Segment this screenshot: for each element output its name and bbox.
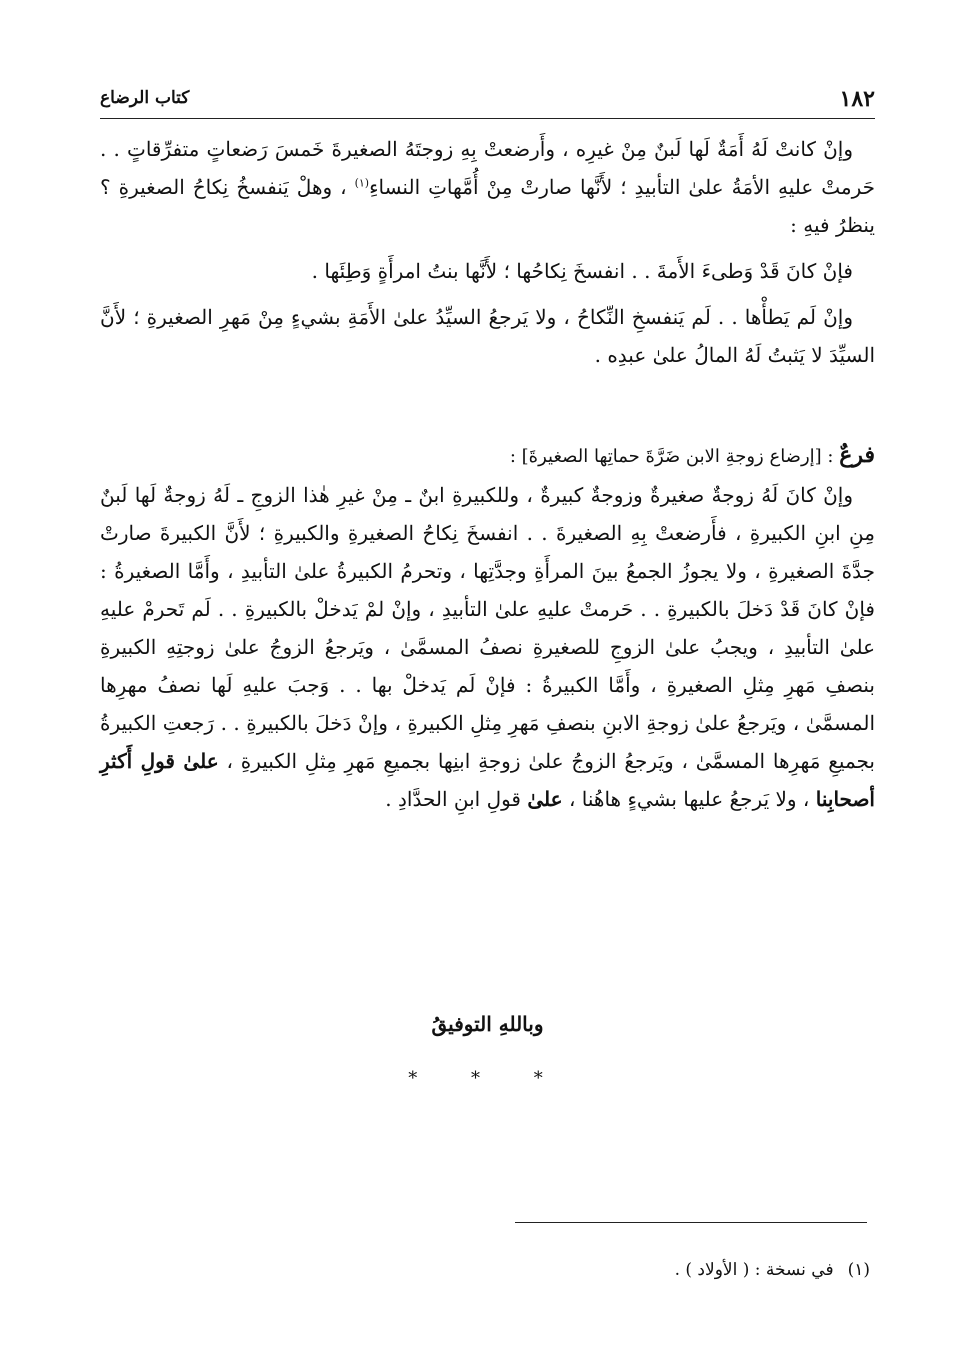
paragraph-1-text-b: ، وهلْ يَنفسخُ نِكاحُ الصغيرةِ ؟ ينظرُ فيهِ : [100,175,875,237]
branch-word: فرعٌ [839,442,875,468]
paragraph-2: فإنْ كانَ قَدْ وَطىءَ الأَمةَ . . انفسخَ نِكاحُها ؛ لأَنَّها بنتُ امرأَةٍ وَطِئَها . [311,259,853,283]
paragraph-4 [100,476,875,818]
section-stars: * * * [408,1068,567,1089]
page-header [100,78,875,118]
branch-title: : [إرضاع زوجةِ الابن ضَرَّةَ حماتِها الصغيرةَ] : [509,446,840,467]
paragraph-4-text-a: وإنْ كانَ لَهُ زوجةٌ صغيرةٌ وزوجةٌ كبيرةٌ ، وللكبيرةِ ابنٌ ـ مِنْ غيرِ هٰذا الزوجِ ـ لَهُ زوجةٌ لَها لَبنٌ مِنِ ابنِ الكبيرةِ ، فأَرضعتْ بِهِ الصغيرةَ . . انفسخَ نِكاحُ الصغيرةِ والكبيرةِ ؛ لأَنَّ الكبيرةَ صارتْ جدَّةَ الصغيرةِ ، ولا يجوزُ الجمعُ بينَ المرأَةِ وجدَّتِها ، وتحرمُ الكبيرةُ علىٰ التأبيدِ ، وأَمَّا الصغيرةُ : فإنْ كانَ قَدْ دَخلَ بالكبيرةِ . . حَرمتْ عليهِ علىٰ التأبيدِ ، وإنْ لمْ يَدخلْ بالكبيرةِ . . لَم تَحرمْ عليهِ علىٰ التأبيدِ ، ويجبُ علىٰ الزوجِ للصغيرةِ نصفُ المسمَّىٰ ، ويَرجعُ الزوجُ علىٰ زوجتِهِ الكبيرةِ بنصفِ مَهرِ مِثلِ الصغيرةِ ، وأَمَّا الكبيرةُ : فإنْ لَم يَدخلْ بها . . وَجبَ عليهِ لَها نصفُ مهرِها المسمَّىٰ ، ويَرجعُ علىٰ زوجةِ الابنِ بنصفِ مَهرِ مِثلِ الكبيرةِ ، وإنْ دَخلَ بالكبيرةِ . . رَجعتِ الكبيرةُ بجميعِ مَهرِها المسمَّىٰ ، ويَرجعُ الزوجُ علىٰ زوجةِ ابنِها بجميعِ مَهرِ مِثلِ الكبيرةِ ، [100,483,875,773]
paragraph-1-text-a: وإنْ كانتْ لَهُ أَمَةٌ لَها لَبنٌ مِنْ غيرِه ، وأَرضعتْ بِهِ زوجتَهُ الصغيرةَ خَمسَ رَضعاتٍ متفرِّقاتٍ . . حَرمتْ عليهِ الأمَةُ علىٰ التأبيدِ ؛ لأَنَّها صارتْ مِنْ أُمَّهاتِ النساءِ [100,137,876,199]
running-head: كتاب الرضاع [100,88,190,108]
footnote-rule [515,1222,867,1223]
footnote [400,1260,870,1280]
header-rule [100,118,875,119]
main-text [100,130,875,818]
paragraph-4-text-b: ، ولا يَرجعُ عليها بشيءٍ هاهُنا ، [562,787,816,811]
paragraph-4-bold-b: علىٰ [527,787,563,811]
page-number: ١٨٢ [839,86,875,112]
closing-phrase: وباللهِ التوفيقُ [431,1012,544,1036]
paragraph-1 [100,130,875,244]
footnote-marker: (١) [354,176,370,190]
paragraph-4-bold-a: علىٰ قولِ أَكثرِ أصحابِنا [100,749,875,811]
paragraph-4-text-c: قولِ ابنِ الحدَّادِ . [385,787,528,811]
paragraph-3: وإنْ لَم يَطأْها . . لَم يَنفسخِ النِّكاحُ ، ولا يَرجعُ السيِّدُ علىٰ الأَمَةِ بشيءٍ مِنْ مَهرِ الصغيرةِ ؛ لأَنَّ السيِّدَ لا يَثبتُ لَهُ المالُ علىٰ عبدِه . [100,305,875,367]
branch-heading [100,436,875,476]
footnote-text: في نسخة : ( الأولاد ) . [674,1260,834,1280]
footnote-number: (١) [847,1260,870,1280]
